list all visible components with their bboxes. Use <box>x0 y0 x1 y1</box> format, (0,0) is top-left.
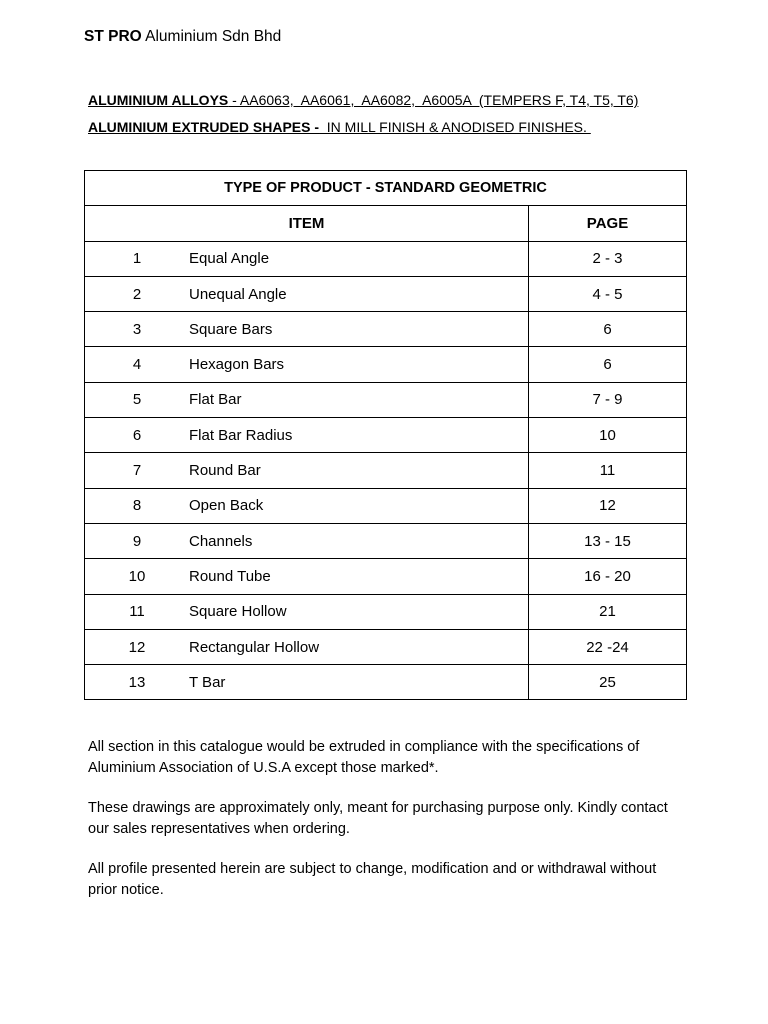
column-header-item: ITEM <box>85 206 529 241</box>
item-name: Rectangular Hollow <box>189 638 320 656</box>
note-change: All profile presented herein are subject to change, modification and or withdrawal without prior notice. <box>88 861 657 898</box>
item-name: Flat Bar <box>189 391 242 409</box>
table-row <box>85 559 687 594</box>
extruded-shapes-value: IN MILL FINISH & ANODISED FINISHES. <box>319 119 591 135</box>
table-row <box>85 418 687 453</box>
item-name: Round Tube <box>189 567 271 585</box>
alloys-value: - AA6063, AA6061, AA6082, A6005A (TEMPERS F, T4, T5, T6) <box>228 92 639 108</box>
item-number: 8 <box>132 497 142 515</box>
page-cell: 25 <box>529 665 687 700</box>
item-number: 1 <box>132 250 142 268</box>
item-name: Round Bar <box>189 462 261 480</box>
page-cell: 7 - 9 <box>529 382 687 417</box>
item-cell <box>85 312 529 347</box>
item-number: 6 <box>132 426 142 444</box>
item-number: 12 <box>128 638 146 656</box>
page-cell: 16 - 20 <box>529 559 687 594</box>
item-name: Hexagon Bars <box>189 356 285 374</box>
item-cell <box>85 453 529 488</box>
item-name: Square Hollow <box>189 603 287 621</box>
item-cell <box>85 382 529 417</box>
company-name <box>84 27 281 47</box>
table-header-row <box>85 206 687 241</box>
table-row <box>85 665 687 700</box>
page-cell: 6 <box>529 312 687 347</box>
item-name: Open Back <box>189 497 264 515</box>
item-cell <box>85 594 529 629</box>
table-row <box>85 488 687 523</box>
table-title: TYPE OF PRODUCT - STANDARD GEOMETRIC <box>85 171 687 206</box>
page-cell: 2 - 3 <box>529 241 687 276</box>
note-drawings: These drawings are approximately only, meant for purchasing purpose only. Kindly contact our sales representatives when ordering. <box>88 800 668 837</box>
item-number: 7 <box>132 462 142 480</box>
column-header-page: PAGE <box>529 206 687 241</box>
item-number: 9 <box>132 532 142 550</box>
item-number: 11 <box>129 603 145 621</box>
item-number: 13 <box>128 673 146 691</box>
table-title-row <box>85 171 687 206</box>
item-number: 5 <box>132 391 142 409</box>
page-cell: 21 <box>529 594 687 629</box>
item-number: 2 <box>132 285 142 303</box>
item-cell <box>85 347 529 382</box>
extruded-shapes-line <box>88 118 591 136</box>
table-row <box>85 594 687 629</box>
item-name: Equal Angle <box>189 250 270 268</box>
item-name: Unequal Angle <box>189 285 287 303</box>
item-name: Channels <box>189 532 253 550</box>
item-name: Flat Bar Radius <box>189 426 293 444</box>
item-name: T Bar <box>189 673 226 691</box>
item-cell <box>85 629 529 664</box>
item-cell <box>85 488 529 523</box>
item-cell <box>85 559 529 594</box>
table-body <box>85 241 687 700</box>
page-cell: 10 <box>529 418 687 453</box>
item-name: Square Bars <box>189 320 273 338</box>
table-row <box>85 312 687 347</box>
page-cell: 12 <box>529 488 687 523</box>
note-compliance: All section in this catalogue would be extruded in compliance with the specifications of Aluminium Association of U.S.A except those marked*. <box>88 739 640 776</box>
item-cell <box>85 523 529 558</box>
item-cell <box>85 276 529 311</box>
table-row <box>85 241 687 276</box>
table-row <box>85 523 687 558</box>
table-row <box>85 629 687 664</box>
item-number: 3 <box>132 320 142 338</box>
page-cell: 22 -24 <box>529 629 687 664</box>
page-cell: 4 - 5 <box>529 276 687 311</box>
table-row <box>85 453 687 488</box>
alloys-line <box>88 91 638 109</box>
page-cell: 6 <box>529 347 687 382</box>
item-cell <box>85 418 529 453</box>
extruded-shapes-label: ALUMINIUM EXTRUDED SHAPES - <box>88 119 320 135</box>
company-name-bold: ST PRO <box>84 28 142 45</box>
item-number: 4 <box>132 356 142 374</box>
item-cell <box>85 665 529 700</box>
company-name-rest: Aluminium Sdn Bhd <box>141 28 282 45</box>
alloys-label: ALUMINIUM ALLOYS <box>88 92 229 108</box>
table-row <box>85 382 687 417</box>
table-row <box>85 347 687 382</box>
item-number: 10 <box>128 567 146 585</box>
page-cell: 11 <box>529 453 687 488</box>
page-cell: 13 - 15 <box>529 523 687 558</box>
table-row <box>85 276 687 311</box>
item-cell <box>85 241 529 276</box>
product-table <box>84 170 687 700</box>
